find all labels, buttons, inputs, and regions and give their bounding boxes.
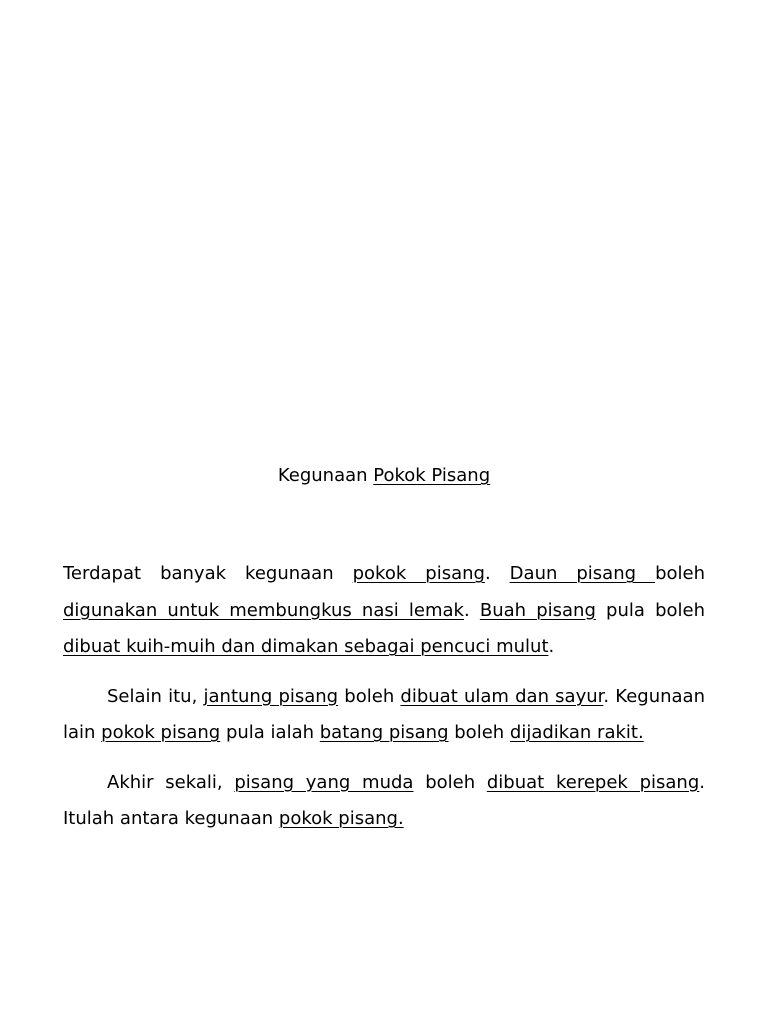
underlined-phrase: Daun pisang bbox=[509, 563, 656, 584]
text-segment: . Itulah antara kegunaan bbox=[63, 771, 705, 829]
underlined-phrase: dibuat kerepek pisang bbox=[486, 771, 700, 793]
text-segment: Akhir sekali, bbox=[107, 771, 235, 793]
underlined-phrase: pokok pisang. bbox=[278, 808, 404, 829]
underlined-phrase: jantung pisang bbox=[203, 685, 339, 707]
text-segment: Terdapat banyak kegunaan bbox=[63, 563, 353, 584]
text-segment: boleh bbox=[338, 685, 401, 707]
text-segment: boleh bbox=[448, 722, 510, 743]
text-segment: Selain itu, bbox=[107, 685, 204, 707]
underlined-phrase: dijadikan rakit. bbox=[509, 722, 644, 743]
underlined-phrase: dibuat ulam dan sayur bbox=[400, 685, 604, 707]
underlined-phrase: digunakan untuk membungkus nasi lemak bbox=[63, 599, 464, 621]
paragraph-3 bbox=[63, 765, 705, 838]
underlined-phrase: pisang yang muda bbox=[234, 771, 414, 793]
underlined-phrase: dibuat kuih-muih dan dimakan sebagai pencuci mulut bbox=[63, 636, 549, 657]
underlined-phrase: batang pisang bbox=[319, 722, 449, 743]
text-segment: pula boleh bbox=[595, 599, 705, 621]
document-title bbox=[0, 463, 768, 489]
title-underlined: Pokok Pisang bbox=[373, 465, 491, 486]
text-segment: boleh bbox=[655, 563, 705, 584]
underlined-phrase: pokok pisang bbox=[352, 563, 485, 584]
text-segment: . Kegunaan lain bbox=[63, 685, 705, 743]
paragraph-2 bbox=[63, 679, 705, 752]
text-segment: boleh bbox=[413, 771, 487, 793]
title-prefix: Kegunaan bbox=[277, 465, 374, 486]
document-body bbox=[63, 556, 705, 851]
text-segment: . bbox=[484, 563, 510, 584]
text-segment: pula ialah bbox=[220, 722, 320, 743]
text-segment: . bbox=[548, 636, 555, 657]
underlined-phrase: pokok pisang bbox=[101, 722, 221, 743]
underlined-phrase: Buah pisang bbox=[479, 599, 596, 621]
paragraph-1 bbox=[63, 556, 705, 666]
text-segment: . bbox=[463, 599, 480, 621]
